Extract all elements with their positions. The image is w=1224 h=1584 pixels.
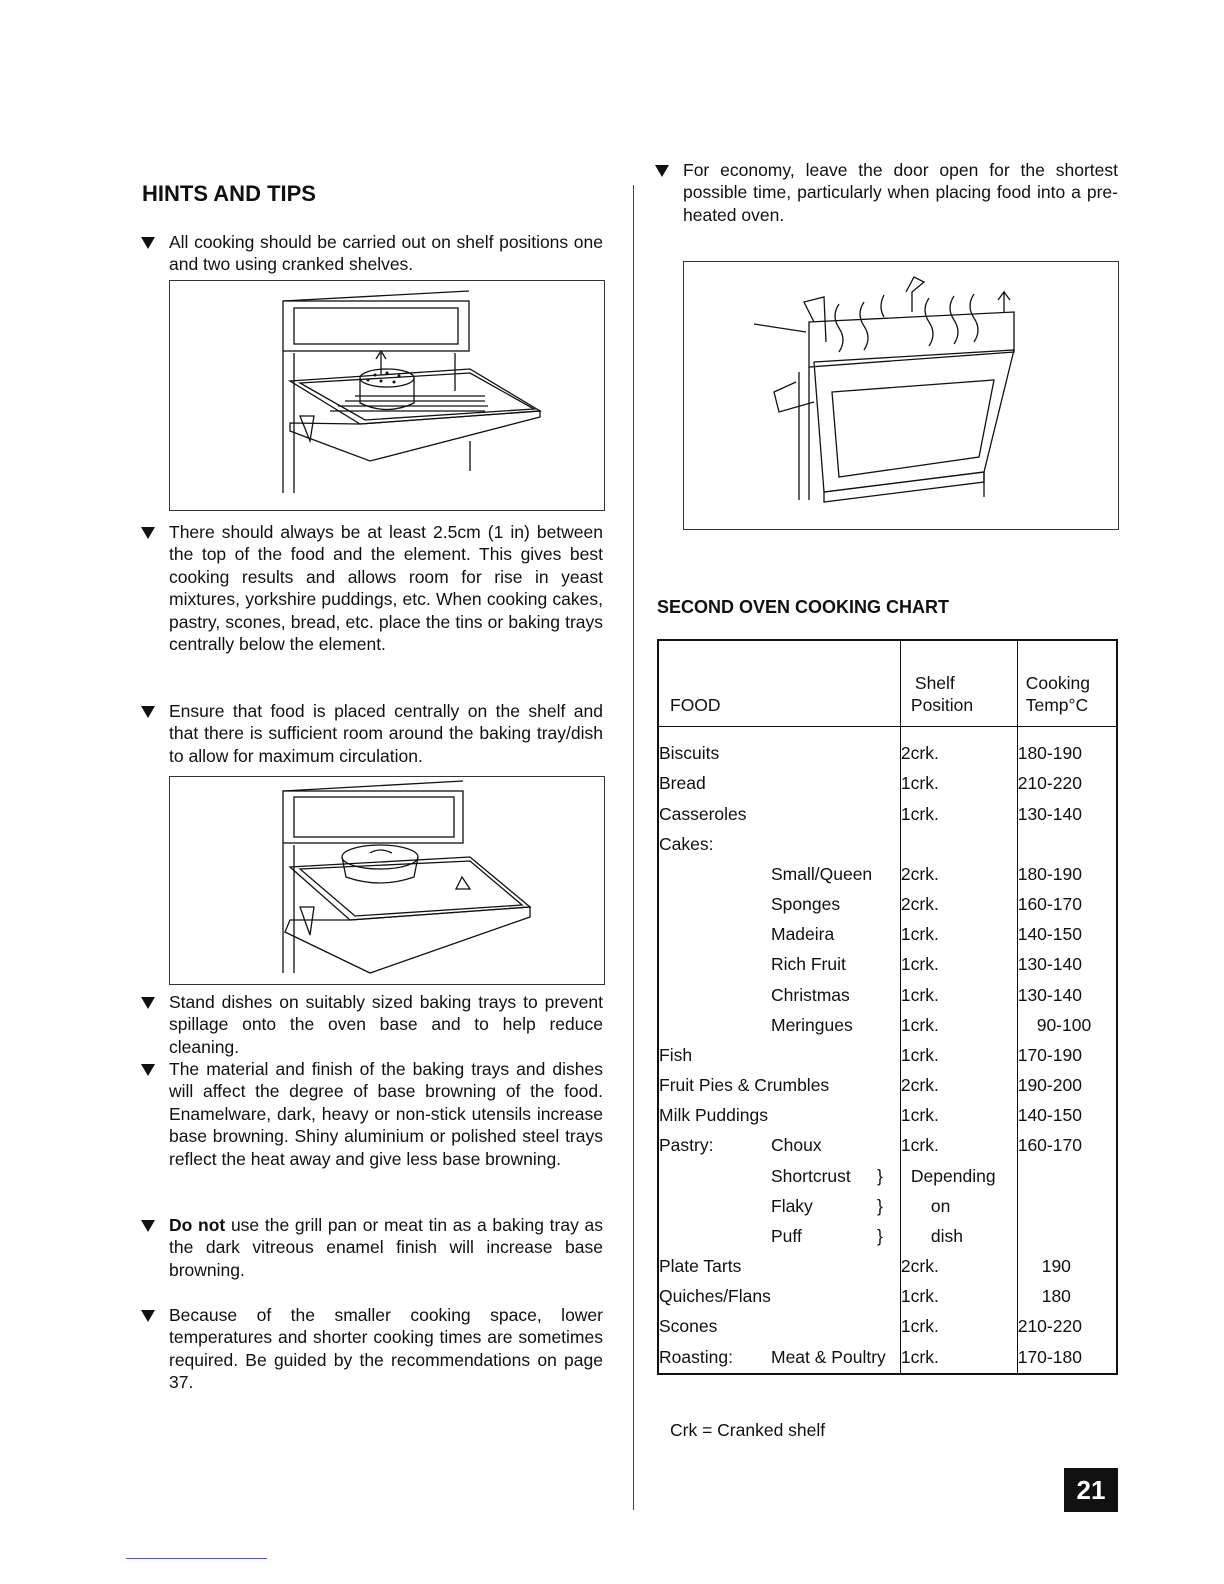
temp-cell: 190 (1041, 1256, 1071, 1277)
shelf-cell: 1crk. (900, 1131, 1017, 1161)
table-row (658, 981, 1117, 1011)
temp-cell: 130-140 (1017, 954, 1082, 975)
table-row (658, 1071, 1117, 1101)
temp-cell: 210-220 (1017, 773, 1082, 794)
food-cell: Flaky } (658, 1192, 900, 1222)
food-cell: Small/Queen (658, 860, 900, 890)
brace: } (877, 1225, 883, 1246)
table-row (658, 1252, 1117, 1282)
brace: } (877, 1165, 883, 1186)
table-row (658, 769, 1117, 799)
food-cell: Puff } (658, 1222, 900, 1252)
oven-shelf-illustration (170, 281, 604, 510)
header-food: FOOD (658, 640, 900, 727)
bullet-triangle-icon (141, 997, 155, 1009)
table-row (658, 1222, 1117, 1252)
tip-door-economy: For economy, leave the door open for the shortest possible time, particularly when placing food into a pre-heated oven. (683, 159, 1118, 226)
bullet-triangle-icon (141, 1310, 155, 1322)
shelf-cell: 1crk. (900, 950, 1017, 980)
temp-cell: 140-150 (1017, 1105, 1082, 1126)
temp-cell: 90-100 (1036, 1014, 1092, 1035)
shelf-cell: 2crk. (900, 860, 1017, 890)
chart-heading: SECOND OVEN COOKING CHART (657, 597, 950, 617)
tip-material-finish: The material and finish of the baking trays and dishes will affect the degree of base browning of the food. Enamelware, dark, heavy or non-stick utensils increase base browning. Shiny aluminium or polished steel trays reflect the heat away and give less base browning. (169, 1058, 603, 1170)
table-row (658, 830, 1117, 860)
food-cell: Casseroles (658, 800, 900, 830)
food-cell: Plate Tarts (658, 1252, 900, 1282)
temp-cell (1017, 1222, 1117, 1252)
bullet-triangle-icon (141, 1220, 155, 1232)
table-row (658, 1011, 1117, 1041)
bullet-triangle-icon (141, 237, 155, 249)
shelf-cell: 1crk. (900, 1101, 1017, 1131)
food-cell: Meringues (658, 1011, 900, 1041)
brace: } (877, 1195, 883, 1216)
table-row (658, 950, 1117, 980)
temp-cell: 180 (1041, 1286, 1071, 1307)
table-row (658, 1041, 1117, 1071)
shelf-cell: 1crk. (900, 1282, 1017, 1312)
temp-cell: 170-190 (1017, 1044, 1082, 1065)
tip-shelf-positions: All cooking should be carried out on shelf positions one and two using cranked shelves. (169, 231, 603, 276)
figure-door-heat-loss (683, 261, 1119, 530)
temp-cell (1017, 1192, 1117, 1222)
food-cell: Pastry: Choux (658, 1131, 900, 1161)
bullet-triangle-icon (655, 165, 669, 177)
table-row (658, 1282, 1117, 1312)
tip-central-placement: Ensure that food is placed centrally on the shelf and that there is sufficient room around the baking tray/dish to allow for maximum circulation. (169, 700, 603, 767)
food-cell: Sponges (658, 890, 900, 920)
bullet-triangle-icon (141, 1064, 155, 1076)
shelf-cell: 1crk. (900, 1343, 1017, 1374)
food-cell: Fish (658, 1041, 900, 1071)
shelf-cell: 1crk. (900, 1011, 1017, 1041)
table-row (658, 800, 1117, 830)
section-heading-hints: HINTS AND TIPS (142, 181, 316, 206)
table-row (658, 890, 1117, 920)
temp-cell (1017, 830, 1117, 860)
table-row (658, 1162, 1117, 1192)
temp-cell: 130-140 (1017, 803, 1082, 824)
shelf-cell: 1crk. (900, 800, 1017, 830)
shelf-cell (900, 830, 1017, 860)
table-row (658, 920, 1117, 950)
shelf-cell: dish (900, 1222, 1017, 1252)
food-cell: Rich Fruit (658, 950, 900, 980)
table-row (658, 1101, 1117, 1131)
food-cell: Roasting: Meat & Poultry (658, 1343, 900, 1374)
table-row (658, 1131, 1117, 1161)
crk-legend: Crk = Cranked shelf (670, 1420, 826, 1440)
food-cell: Christmas (658, 981, 900, 1011)
shelf-cell: 2crk. (900, 727, 1017, 770)
column-divider (633, 185, 634, 1510)
temp-cell: 190-200 (1017, 1075, 1082, 1096)
table-body (658, 727, 1117, 1375)
open-door-heat-illustration (684, 262, 1118, 529)
food-cell: Shortcrust } (658, 1162, 900, 1192)
temp-cell: 140-150 (1017, 924, 1082, 945)
food-cell: Madeira (658, 920, 900, 950)
temp-cell: 180-190 (1017, 863, 1082, 884)
bullet-triangle-icon (141, 706, 155, 718)
figure-oven-shelf-cake (169, 280, 605, 511)
header-cooking-temp: Cooking Temp°C (1017, 640, 1117, 727)
shelf-cell: 2crk. (900, 1252, 1017, 1282)
shelf-cell: Depending (900, 1162, 1017, 1192)
food-cell: Fruit Pies & Crumbles (658, 1071, 900, 1101)
food-cell: Scones (658, 1312, 900, 1342)
table-row (658, 1343, 1117, 1374)
temp-cell: 210-220 (1017, 1316, 1082, 1337)
table-row (658, 860, 1117, 890)
header-shelf-position: Shelf Position (900, 640, 1017, 727)
shelf-cell: 1crk. (900, 1312, 1017, 1342)
food-cell: Quiches/Flans (658, 1282, 900, 1312)
oven-dish-illustration (170, 777, 604, 984)
shelf-cell: on (900, 1192, 1017, 1222)
table-row (658, 1192, 1117, 1222)
shelf-cell: 1crk. (900, 981, 1017, 1011)
shelf-cell: 2crk. (900, 890, 1017, 920)
temp-cell: 170-180 (1017, 1346, 1082, 1367)
table-row (658, 1312, 1117, 1342)
shelf-cell: 1crk. (900, 769, 1017, 799)
table-row (658, 727, 1117, 770)
footer-rule (126, 1558, 267, 1559)
shelf-cell: 1crk. (900, 1041, 1017, 1071)
temp-cell: 130-140 (1017, 984, 1082, 1005)
food-cell: Milk Puddings (658, 1101, 900, 1131)
tip-grill-pan-warning: Do not use the grill pan or meat tin as a baking tray as the dark vitreous enamel finish will increase base browning. (169, 1214, 603, 1281)
page-number: 21 (1064, 1468, 1118, 1512)
cooking-chart-table (657, 639, 1118, 1375)
temp-cell: 180-190 (1017, 743, 1082, 763)
food-cell: Biscuits (658, 727, 900, 770)
shelf-cell: 2crk. (900, 1071, 1017, 1101)
temp-cell (1017, 1162, 1117, 1192)
tip-element-clearance: There should always be at least 2.5cm (1 in) between the top of the food and the element. This gives best cooking results and allows room for rise in yeast mixtures, yorkshire puddings, etc. When cooking cakes, pastry, scones, bread, etc. place the tins or baking trays centrally below the element. (169, 521, 603, 655)
tip-baking-trays: Stand dishes on suitably sized baking trays to prevent spillage onto the oven base and to help reduce cleaning. (169, 991, 603, 1058)
tip-lower-temperatures: Because of the smaller cooking space, lower temperatures and shorter cooking times are sometimes required. Be guided by the recommendations on page 37. (169, 1304, 603, 1394)
temp-cell: 160-170 (1017, 894, 1082, 915)
table-header-row (658, 640, 1117, 727)
shelf-cell: 1crk. (900, 920, 1017, 950)
bullet-triangle-icon (141, 527, 155, 539)
food-cell: Bread (658, 769, 900, 799)
food-cell: Cakes: (658, 830, 900, 860)
figure-oven-shelf-dish (169, 776, 605, 985)
temp-cell: 160-170 (1017, 1135, 1082, 1156)
